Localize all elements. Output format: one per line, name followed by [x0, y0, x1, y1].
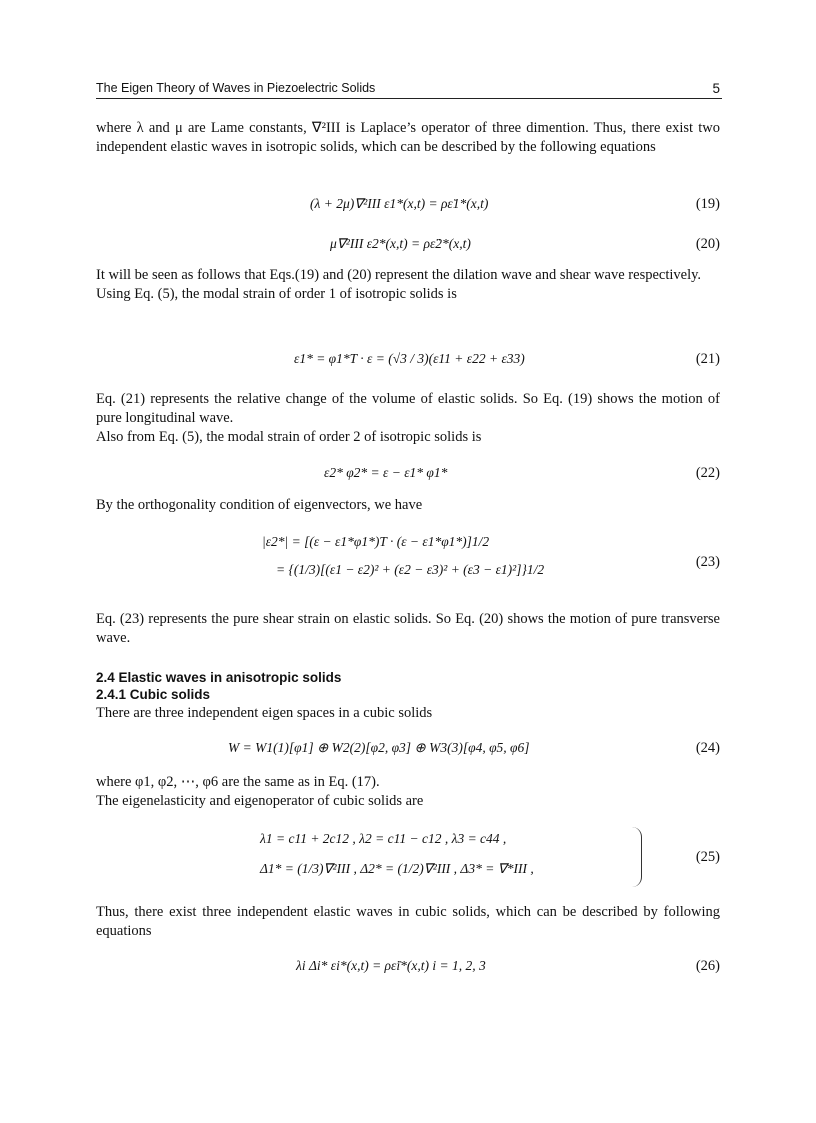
equation-number: (23): [695, 554, 720, 570]
paragraph-text: By the orthogonality condition of eigenvectors, we have: [96, 497, 423, 513]
subsection-heading: 2.4.1 Cubic solids: [96, 687, 211, 702]
paragraph-cubic-waves: [96, 903, 720, 941]
equation-number: (22): [695, 465, 720, 481]
equation-number: (20): [695, 236, 720, 252]
paragraph-text: It will be seen as follows that Eqs.(19) and (20) represent the dilation wave and shear wave respectively.: [96, 267, 702, 283]
paragraph-text: Eq. (23) represents the pure shear strain on elastic solids. So Eq. (20) shows the motion of pure transverse wave.: [96, 611, 720, 646]
equation-23: [96, 534, 720, 584]
running-title: The Eigen Theory of Waves in Piezoelectric Solids: [96, 81, 376, 95]
paragraph-text: Using Eq. (5), the modal strain of order 1 of isotropic solids is: [96, 286, 457, 302]
equation-body: ε1* = φ1*T · ε = (√3 / 3)(ε11 + ε22 + ε33): [294, 351, 525, 366]
equation-26: [96, 958, 720, 980]
right-brace: [631, 827, 642, 887]
equation-number: (19): [695, 196, 720, 212]
equation-25: [96, 827, 720, 889]
paragraph-text: where λ and μ are Lame constants, ∇²III is Laplace’s operator of three dimention. Thus, there exist two independent elastic waves in isotropic solids, which can be described by the following equations: [96, 120, 720, 155]
page-number: 5: [712, 81, 720, 96]
equation-line-2: = {(1/3)[(ε1 − ε2)² + (ε2 − ε3)² + (ε3 − ε1)²]}1/2: [276, 562, 545, 577]
paragraph-volume: [96, 390, 720, 447]
equation-number: (21): [695, 351, 720, 367]
equation-line-2: Δ1* = (1/3)∇²III , Δ2* = (1/2)∇²III , Δ3* = ∇*III ,: [260, 861, 534, 876]
paragraph-text: Thus, there exist three independent elastic waves in cubic solids, which can be described by following equations: [96, 904, 720, 939]
paragraph-text: Eq. (21) represents the relative change of the volume of elastic solids. So Eq. (19) shows the motion of pure longitudinal wave.: [96, 391, 720, 426]
paragraph-text: where φ1, φ2, ⋯, φ6 are the same as in Eq. (17).: [96, 774, 380, 790]
equation-body: μ∇²III ε2*(x,t) = ρε̈2*(x,t): [330, 236, 471, 251]
paragraph-cubic-eigen: [96, 773, 720, 811]
paragraph-eigenspaces: [96, 704, 720, 723]
paragraph-text: There are three independent eigen spaces in a cubic solids: [96, 705, 433, 721]
equation-number: (24): [695, 740, 720, 756]
equation-body: (λ + 2μ)∇²III ε1*(x,t) = ρε̈1*(x,t): [310, 196, 489, 211]
equation-number: (25): [695, 849, 720, 865]
equation-20: [96, 236, 720, 258]
paragraph-lame: [96, 119, 720, 157]
paragraph-text: Also from Eq. (5), the modal strain of order 2 of isotropic solids is: [96, 429, 482, 445]
equation-line-1: |ε2*| = [(ε − ε1*φ1*)T · (ε − ε1*φ1*)]1/2: [262, 534, 490, 549]
equation-body: ε2* φ2* = ε − ε1* φ1*: [324, 465, 448, 480]
equation-line-1: λ1 = c11 + 2c12 , λ2 = c11 − c12 , λ3 = c44 ,: [260, 831, 507, 846]
equation-body: W = W1(1)[φ1] ⊕ W2(2)[φ2, φ3] ⊕ W3(3)[φ4, φ5, φ6]: [228, 740, 530, 755]
paragraph-shear: [96, 610, 720, 648]
equation-21: [96, 351, 720, 373]
paragraph-text: The eigenelasticity and eigenoperator of cubic solids are: [96, 793, 424, 809]
equation-number: (26): [695, 958, 720, 974]
equation-24: [96, 740, 720, 762]
section-heading: 2.4 Elastic waves in anisotropic solids: [96, 670, 342, 685]
equation-body: λi Δi* εi*(x,t) = ρε̈i*(x,t) i = 1, 2, 3: [296, 958, 486, 973]
paragraph-dilation: [96, 266, 720, 304]
equation-22: [96, 465, 720, 487]
equation-19: [96, 196, 720, 218]
running-header: [96, 78, 722, 99]
paragraph-orthogonality: [96, 496, 720, 515]
